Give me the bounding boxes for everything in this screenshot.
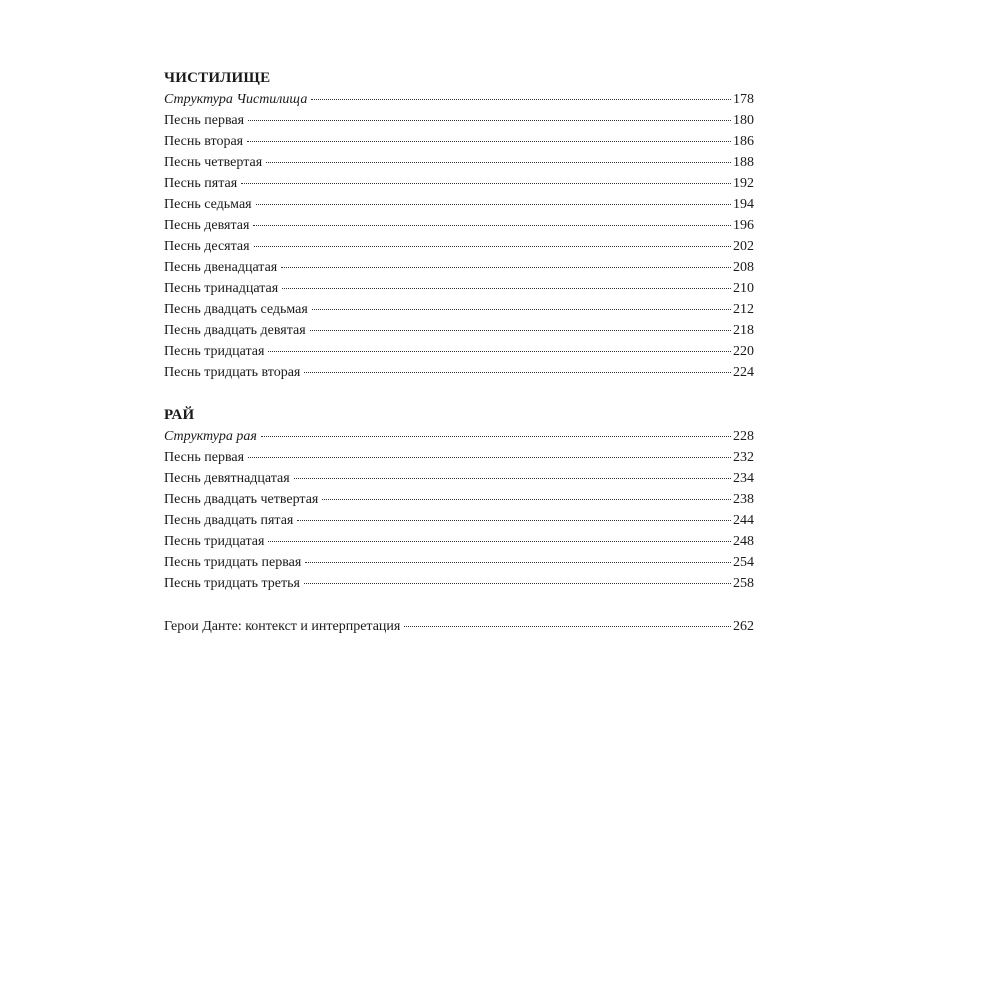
section-heading: ЧИСТИЛИЩЕ [164,70,271,86]
toc-entry-page: 178 [733,92,754,107]
toc-entry [164,510,754,531]
toc-section [164,68,754,383]
dot-leader [304,372,731,373]
dot-leader [248,457,731,458]
toc-entry-page: 186 [733,134,754,149]
toc-entry-page: 228 [733,429,754,444]
toc-entry [164,489,754,510]
dot-leader [241,183,731,184]
toc-entry-title: Песнь пятая [164,176,238,191]
toc-entry-title: Структура рая [164,429,257,444]
dot-leader [310,330,731,331]
toc-entry-title: Песнь десятая [164,239,250,254]
dot-leader [311,99,731,100]
toc-entry-title: Песнь тринадцатая [164,281,279,296]
toc-entry-title: Песнь первая [164,113,245,128]
toc-entry-title: Герои Данте: контекст и интерпретация [164,619,401,634]
toc-entry-title: Песнь двенадцатая [164,260,278,275]
toc-entry-page: 208 [733,260,754,275]
toc-entry-title: Песнь тридцатая [164,534,265,549]
dot-leader [268,541,731,542]
dot-leader [281,267,731,268]
toc-entry [164,173,754,194]
toc-entry [164,299,754,320]
toc-entry-title: Песнь двадцать девятая [164,323,306,338]
toc-entry-title: Песнь девятая [164,218,250,233]
toc-entry-title: Песнь девятнадцатая [164,471,290,486]
toc-entry-page: 244 [733,513,754,528]
toc-entry [164,341,754,362]
dot-leader [322,499,731,500]
toc-entry [164,447,754,468]
toc-entry-page: 234 [733,471,754,486]
toc-entry-page: 258 [733,576,754,591]
section-heading: РАЙ [164,407,195,423]
dot-leader [266,162,731,163]
toc-entry-page: 238 [733,492,754,507]
dot-leader [268,351,731,352]
toc-entry-title: Песнь двадцать пятая [164,513,294,528]
toc-entry [164,573,754,594]
toc-entry-page: 220 [733,344,754,359]
toc-entry-page: 212 [733,302,754,317]
toc-entry-page: 262 [733,619,754,634]
dot-leader [305,562,731,563]
toc-entry-title: Песнь четвертая [164,155,263,170]
toc-entry [164,552,754,573]
dot-leader [247,141,731,142]
toc-entry-page: 188 [733,155,754,170]
toc-entry [164,257,754,278]
toc-entry [164,531,754,552]
toc-entry [164,152,754,173]
dot-leader [304,583,731,584]
toc-entry [164,320,754,341]
toc-entry-page: 196 [733,218,754,233]
dot-leader [261,436,731,437]
toc-entry-page: 194 [733,197,754,212]
toc-entry-title: Песнь вторая [164,134,244,149]
toc-entry-title: Песнь тридцатая [164,344,265,359]
toc-entry-title: Песнь двадцать седьмая [164,302,308,317]
toc-entry [164,215,754,236]
dot-leader [256,204,731,205]
toc-entry-page: 202 [733,239,754,254]
toc-entry-page: 180 [733,113,754,128]
dot-leader [312,309,731,310]
table-of-contents [164,68,754,637]
toc-entry [164,426,754,447]
dot-leader [248,120,731,121]
toc-entry-title: Песнь двадцать четвертая [164,492,319,507]
toc-entry [164,468,754,489]
toc-entry-page: 218 [733,323,754,338]
toc-entry-page: 192 [733,176,754,191]
toc-entry-title: Песнь тридцать вторая [164,365,301,380]
toc-entry-title: Структура Чистилища [164,92,308,107]
dot-leader [297,520,731,521]
toc-sections [164,68,754,594]
toc-entry [164,362,754,383]
toc-entry-page: 254 [733,555,754,570]
dot-leader [253,225,731,226]
toc-entry [164,131,754,152]
toc-entry-page: 210 [733,281,754,296]
toc-entry-title: Песнь тридцать первая [164,555,302,570]
dot-leader [254,246,731,247]
toc-entry-page: 232 [733,450,754,465]
toc-entry-title: Песнь тридцать третья [164,576,300,591]
toc-entry-page: 248 [733,534,754,549]
toc-entry-title: Песнь седьмая [164,197,252,212]
toc-entry-title: Песнь первая [164,450,245,465]
toc-entry [164,194,754,215]
toc-entry-heroes [164,616,754,637]
toc-section [164,405,754,594]
toc-entry-page: 224 [733,365,754,380]
dot-leader [294,478,731,479]
toc-entry [164,236,754,257]
toc-entry [164,278,754,299]
dot-leader [404,626,731,627]
dot-leader [282,288,731,289]
toc-entry [164,89,754,110]
toc-entry [164,110,754,131]
